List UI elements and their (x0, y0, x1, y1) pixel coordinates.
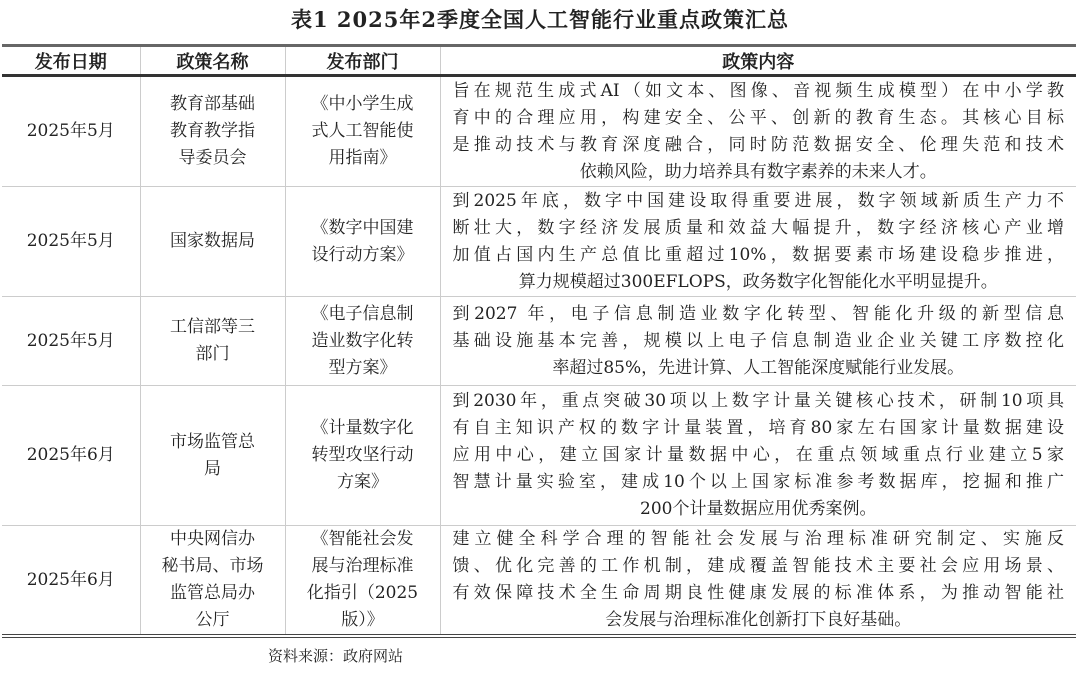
cell-line: 设行动方案》 (311, 244, 414, 265)
cell-line: 型方案》 (328, 357, 397, 378)
cell-line: 导委员会 (178, 148, 247, 168)
table-header-row (2, 46, 1076, 76)
cell-line: 馈、优化完善的工作机制，建成覆盖智能技术主要社会应用场景、 (452, 556, 1064, 576)
cell-department (285, 297, 440, 386)
cell-line: 建立健全科学合理的智能社会发展与治理标准研究制定、实施反 (452, 529, 1064, 549)
cell-line: 展与治理标准 (311, 556, 414, 576)
cell-line: 方案》 (337, 472, 388, 492)
cell-line: 应用中心，建立国家计量数据中心，在重点领域重点行业建立5家 (452, 445, 1064, 465)
cell-line: 基础设施基本完善，规模以上电子信息制造业企业关键工序数控化 (452, 330, 1064, 351)
cell-policy-name (140, 386, 285, 526)
table-title: 表1 2025年2季度全国人工智能行业重点政策汇总 (291, 7, 789, 32)
cell-content (440, 76, 1076, 187)
cell-line: 智慧计量实验室，建成10个以上国家标准参考数据库，挖掘和推广 (452, 472, 1064, 492)
header-policy-name: 政策名称 (140, 46, 285, 76)
policy-table (2, 44, 1076, 638)
cell-line: 率超过85%，先进计算、人工智能深度赋能行业发展。 (552, 357, 965, 378)
cell-date: 2025年5月 (2, 297, 140, 386)
cell-date: 2025年6月 (2, 386, 140, 526)
table-row (2, 297, 1076, 386)
source-note: 资料来源：政府网站 (268, 647, 404, 665)
cell-date: 2025年5月 (2, 187, 140, 297)
table-row (2, 76, 1076, 187)
cell-line: 部门 (195, 344, 230, 364)
header-department: 发布部门 (285, 46, 440, 76)
cell-line: 转型攻坚行动 (311, 445, 414, 465)
cell-policy-name (140, 526, 285, 637)
cell-department (285, 187, 440, 297)
cell-line: 《数字中国建 (311, 217, 414, 238)
table-row (2, 386, 1076, 526)
cell-policy-name (140, 187, 285, 297)
cell-department (285, 526, 440, 637)
cell-date: 2025年5月 (2, 76, 140, 187)
cell-line: 教育教学指 (170, 121, 255, 141)
cell-line: 到2027 年，电子信息制造业数字化转型、智能化升级的新型信息 (452, 303, 1064, 324)
cell-line: 版）》 (341, 610, 384, 630)
cell-line: 会发展与治理标准化创新打下良好基础。 (605, 610, 912, 630)
cell-line: 教育部基础 (170, 94, 255, 114)
table-row (2, 187, 1076, 297)
cell-line: 有自主知识产权的数字计量装置，培育80家左右国家计量数据建设 (452, 418, 1064, 438)
cell-line: 育中的合理应用，构建安全、公平、创新的教育生态。其核心目标 (452, 107, 1064, 128)
cell-department (285, 386, 440, 526)
cell-line: 工信部等三 (170, 317, 255, 337)
cell-content (440, 526, 1076, 637)
cell-line: 200个计量数据应用优秀案例。 (640, 499, 877, 519)
cell-line: 《计量数字化 (311, 418, 414, 438)
cell-line: 《智能社会发 (311, 529, 414, 549)
cell-line: 加值占国内生产总值比重超过10%，数据要素市场建设稳步推进， (452, 244, 1064, 265)
table-row (2, 526, 1076, 637)
cell-date: 2025年6月 (2, 526, 140, 637)
cell-line: 中央网信办 (170, 529, 255, 549)
cell-department (285, 76, 440, 187)
cell-line: 到2025年底，数字中国建设取得重要进展，数字领域新质生产力不 (452, 190, 1064, 211)
cell-line: 断壮大，数字经济发展质量和效益大幅提升，数字经济核心产业增 (452, 217, 1064, 238)
cell-line: 到2030年，重点突破30项以上数字计量关键核心技术，研制10项具 (452, 391, 1064, 411)
cell-policy-name (140, 297, 285, 386)
cell-line: 是推动技术与教育深度融合，同时防范数据安全、伦理失范和技术 (452, 134, 1064, 155)
cell-line: 公厅 (195, 610, 230, 630)
cell-line: 《电子信息制 (311, 303, 414, 324)
cell-line: 用指南》 (328, 148, 397, 168)
cell-line: 《中小学生成 (311, 94, 414, 114)
cell-line: 局 (204, 458, 221, 479)
cell-line: 式人工智能使 (311, 121, 414, 141)
cell-policy-name (140, 76, 285, 187)
cell-content (440, 297, 1076, 386)
header-content: 政策内容 (440, 46, 1076, 76)
cell-content (440, 187, 1076, 297)
cell-line: 秘书局、市场 (161, 556, 264, 576)
cell-line: 造业数字化转 (311, 330, 414, 351)
cell-line: 依赖风险，助力培养具有数字素养的未来人才。 (579, 161, 937, 182)
header-date: 发布日期 (2, 46, 140, 76)
cell-line: 监管总局办 (170, 583, 255, 603)
cell-line: 算力规模超过300EFLOPS，政务数字化智能化水平明显提升。 (518, 271, 998, 292)
cell-line: 化指引（2025 (306, 583, 419, 603)
cell-line: 有效保障技术全生命周期良性健康发展的标准体系，为推动智能社 (452, 583, 1064, 603)
cell-line: 国家数据局 (170, 231, 255, 251)
cell-line: 旨在规范生成式AI（如文本、图像、音视频生成模型）在中小学教 (452, 80, 1064, 101)
cell-content (440, 386, 1076, 526)
cell-line: 市场监管总 (170, 431, 255, 452)
